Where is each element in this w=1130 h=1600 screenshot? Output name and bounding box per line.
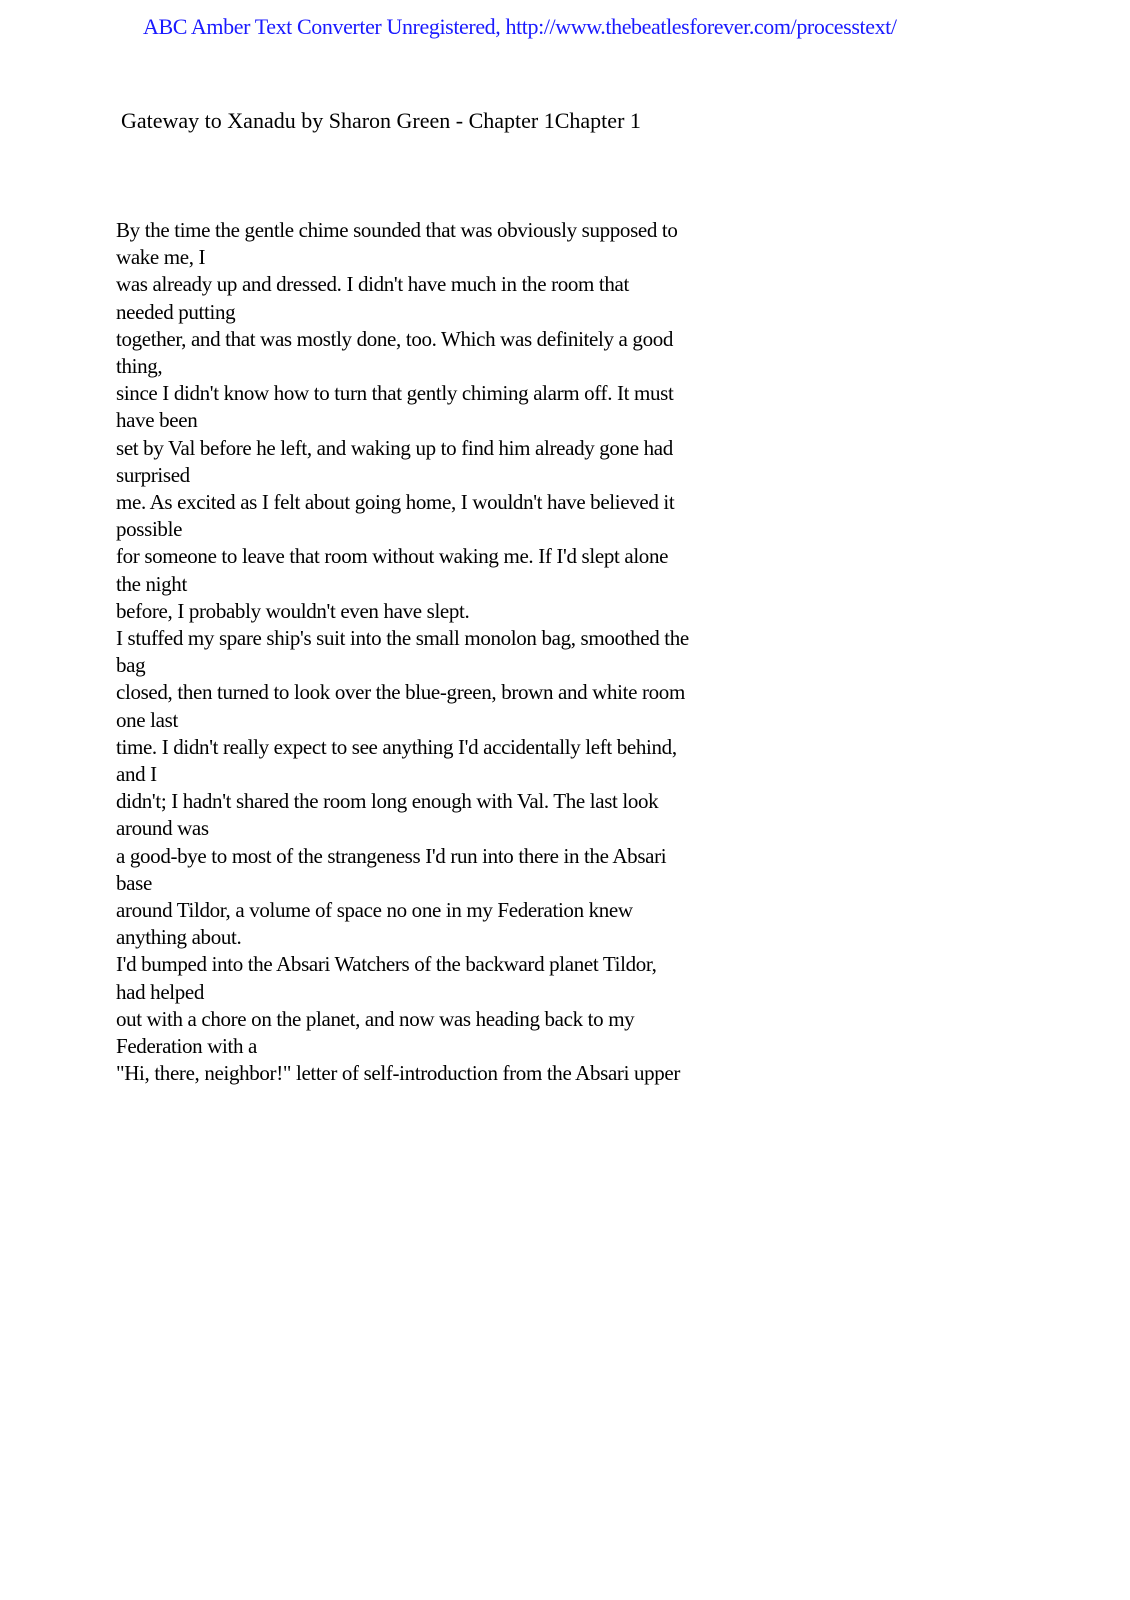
text-line: me. As excited as I felt about going home, I wouldn't have believed it bbox=[116, 490, 675, 515]
text-line: closed, then turned to look over the blue-green, brown and white room bbox=[116, 680, 685, 705]
text-line: since I didn't know how to turn that gently chiming alarm off. It must bbox=[116, 381, 674, 406]
document-title: Gateway to Xanadu by Sharon Green - Chapter 1Chapter 1 bbox=[121, 108, 641, 133]
text-line: wake me, I bbox=[116, 245, 206, 270]
text-line: surprised bbox=[116, 462, 190, 487]
text-line: time. I didn't really expect to see anything I'd accidentally left behind, bbox=[116, 734, 677, 759]
text-line: for someone to leave that room without waking me. If I'd slept alone bbox=[116, 544, 669, 569]
text-line: had helped bbox=[116, 979, 205, 1004]
text-line: Federation with a bbox=[116, 1034, 258, 1059]
text-line: set by Val before he left, and waking up to find him already gone had bbox=[116, 435, 673, 460]
text-line: together, and that was mostly done, too. Which was definitely a good bbox=[116, 326, 674, 351]
text-line: around was bbox=[116, 816, 209, 841]
text-line: "Hi, there, neighbor!" letter of self-introduction from the Absari upper bbox=[116, 1061, 681, 1086]
text-line: By the time the gentle chime sounded that was obviously supposed to bbox=[116, 218, 678, 242]
text-line: was already up and dressed. I didn't have much in the room that bbox=[116, 272, 629, 297]
text-line: bag bbox=[116, 653, 146, 678]
text-line: before, I probably wouldn't even have slept. bbox=[116, 598, 470, 623]
text-line: possible bbox=[116, 517, 183, 542]
text-line: I stuffed my spare ship's suit into the small monolon bag, smoothed the bbox=[116, 626, 689, 651]
text-line: thing, bbox=[116, 354, 163, 379]
text-line: around Tildor, a volume of space no one in my Federation knew bbox=[116, 898, 633, 923]
body-text bbox=[116, 217, 736, 1088]
text-line: base bbox=[116, 870, 152, 895]
text-line: a good-bye to most of the strangeness I'd run into there in the Absari bbox=[116, 843, 667, 868]
text-line: and I bbox=[116, 762, 157, 787]
text-line: out with a chore on the planet, and now was heading back to my bbox=[116, 1006, 635, 1031]
text-line: I'd bumped into the Absari Watchers of the backward planet Tildor, bbox=[116, 952, 657, 977]
converter-banner-link[interactable]: ABC Amber Text Converter Unregistered, http://www.thebeatlesforever.com/processtext/ bbox=[143, 14, 897, 39]
text-line: the night bbox=[116, 571, 187, 596]
text-line: didn't; I hadn't shared the room long enough with Val. The last look bbox=[116, 789, 659, 814]
text-line: have been bbox=[116, 408, 198, 433]
text-line: needed putting bbox=[116, 299, 236, 324]
text-line: anything about. bbox=[116, 925, 242, 950]
text-line: one last bbox=[116, 707, 178, 732]
